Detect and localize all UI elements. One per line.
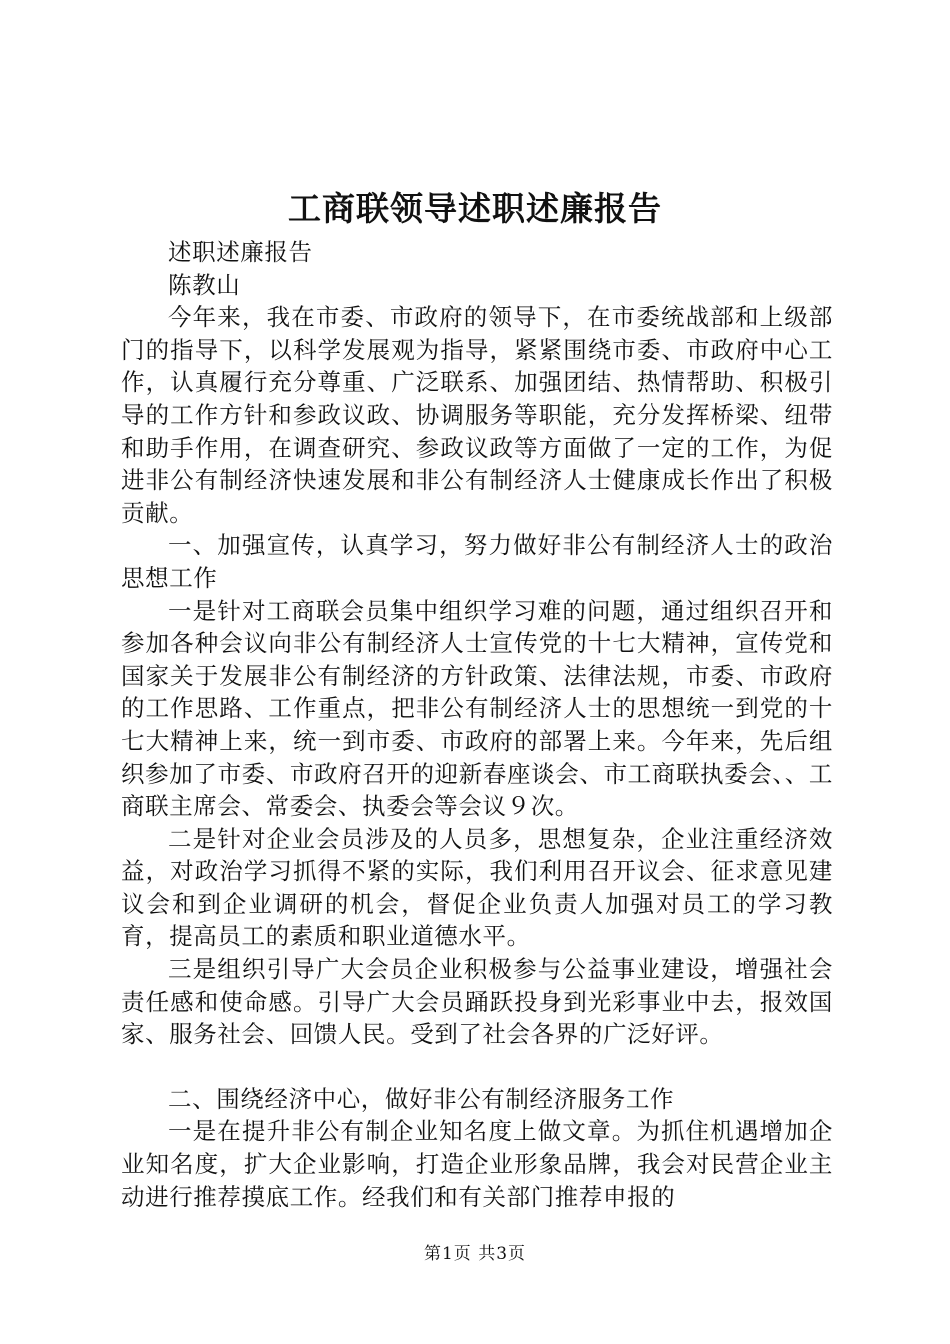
subtitle-paragraph: 述职述廉报告	[168, 238, 313, 266]
body-paragraph: 三是组织引导广大会员企业积极参与公益事业建设，增强社会责任感和使命感。引导广大会员踊跃投身到光彩事业中去，报效国家、服务社会、回馈人民。受到了社会各界的广泛好评。	[121, 955, 833, 1049]
document-body	[121, 236, 833, 1213]
document-title: 工商联领导述职述廉报告	[288, 189, 662, 228]
section-heading-2: 二、围绕经济中心，做好非公有制经济服务工作	[168, 1084, 675, 1113]
page-footer: 第1页 共3页	[423, 1244, 527, 1264]
body-paragraph: 一是在提升非公有制企业知名度上做文章。为抓住机遇增加企业知名度，扩大企业影响，打造企业形象品牌，我会对民营企业主动进行推荐摸底工作。经我们和有关部门推荐申报的	[121, 1117, 833, 1211]
section-heading-1: 一、加强宣传，认真学习，努力做好非公有制经济人士的政治思想工作	[121, 531, 833, 592]
body-paragraph: 一是针对工商联会员集中组织学习难的问题，通过组织召开和参加各种会议向非公有制经济人士宣传党的十七大精神，宣传党和国家关于发展非公有制经济的方针政策、法律法规，市委、市政府的工作思路、工作重点，把非公有制经济人士的思想统一到党的十七大精神上来，统一到市委、市政府的部署上来。今年来，先后组织参加了市委、市政府召开的迎新春座谈会、市工商联执委会、、工商联主席会、常委会、执委会等会议９次。	[121, 596, 833, 821]
author-paragraph: 陈教山	[168, 270, 241, 299]
intro-paragraph: 今年来，我在市委、市政府的领导下，在市委统战部和上级部门的指导下，以科学发展观为指导，紧紧围绕市委、市政府中心工作，认真履行充分尊重、广泛联系、加强团结、热情帮助、积极引导的工作方针和参政议政、协调服务等职能，充分发挥桥梁、纽带和助手作用，在调查研究、参政议政等方面做了一定的工作，为促进非公有制经济快速发展和非公有制经济人士健康成长作出了积极贡献。	[121, 303, 833, 527]
body-paragraph: 二是针对企业会员涉及的人员多，思想复杂，企业注重经济效益，对政治学习抓得不紧的实际，我们利用召开议会、征求意见建议会和到企业调研的机会，督促企业负责人加强对员工的学习教育，提高员工的素质和职业道德水平。	[121, 824, 833, 951]
